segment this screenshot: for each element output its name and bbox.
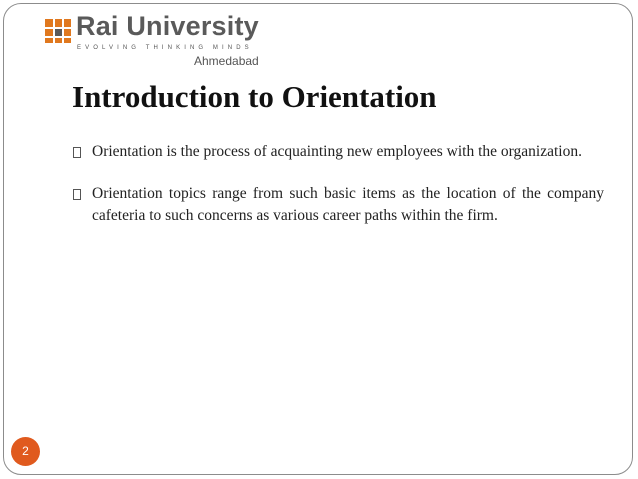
university-tagline: EVOLVING THINKING MINDS [77,45,253,51]
bullet-text: Orientation topics range from such basic items as the location of the company cafeteria to such concerns as various career paths within the firm. [92,185,604,224]
bullet-text: Orientation is the process of acquainting new employees with the organization. [92,143,582,160]
square-bullet-icon [73,147,81,158]
university-logo [44,11,276,68]
university-crest-icon [44,16,72,44]
bullet-list [72,141,604,247]
slide-frame [3,3,633,475]
slide-title: Introduction to Orientation [72,79,437,114]
university-name: Rai University [76,11,259,41]
bullet-item [72,141,604,163]
campus-name: Ahmedabad [194,54,259,68]
page-number-badge: 2 [11,437,40,466]
square-bullet-icon [73,189,81,200]
bullet-item [72,183,604,227]
